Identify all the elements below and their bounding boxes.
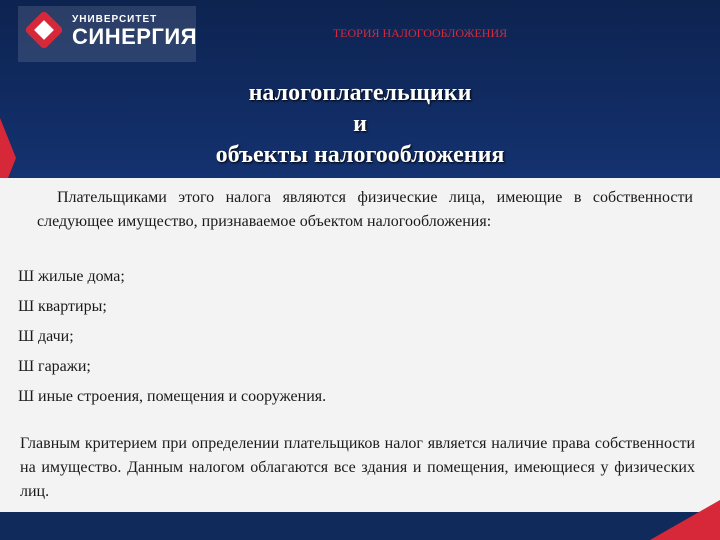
title-line-2: и: [353, 111, 367, 137]
logo-brand-text: СИНЕРГИЯ: [72, 24, 198, 49]
list-item-text: жилые дома;: [38, 268, 125, 285]
course-caption: ТЕОРИЯ НАЛОГООБЛОЖЕНИЯ: [332, 26, 508, 40]
list-item-text: гаражи;: [38, 358, 91, 375]
list-item: [18, 262, 678, 292]
list-item-text: иные строения, помещения и сооружения.: [38, 388, 327, 405]
slide-header: [0, 0, 720, 178]
list-item: [18, 382, 678, 412]
list-item: [18, 322, 678, 352]
footer-red-accent: [650, 500, 720, 540]
slide-title: [120, 78, 600, 171]
property-list: [18, 262, 678, 412]
intro-paragraph: Плательщиками этого налога являются физические лица, имеющие в собственности следующее имущество, признаваемое объектом налогообложения:: [37, 189, 693, 230]
bullet-marker: Ш: [18, 268, 35, 285]
list-item-text: квартиры;: [38, 298, 107, 315]
logo-university-text: УНИВЕРСИТЕТ: [72, 14, 158, 25]
bullet-marker: Ш: [18, 328, 35, 345]
title-line-1: налогоплательщики: [248, 80, 472, 106]
slide-footer: [0, 512, 720, 540]
bullet-marker: Ш: [18, 358, 35, 375]
list-item: [18, 352, 678, 382]
list-item: [18, 292, 678, 322]
conclusion-paragraph: Главным критерием при определении плательщиков налог является наличие права собственности на имущество. Данным налогом облагаются все здания и помещения, имеющиеся у физических лиц.: [20, 435, 695, 500]
bullet-marker: Ш: [18, 388, 35, 405]
bullet-marker: Ш: [18, 298, 35, 315]
list-item-text: дачи;: [38, 328, 74, 345]
title-line-3: объекты налогообложения: [215, 142, 505, 168]
